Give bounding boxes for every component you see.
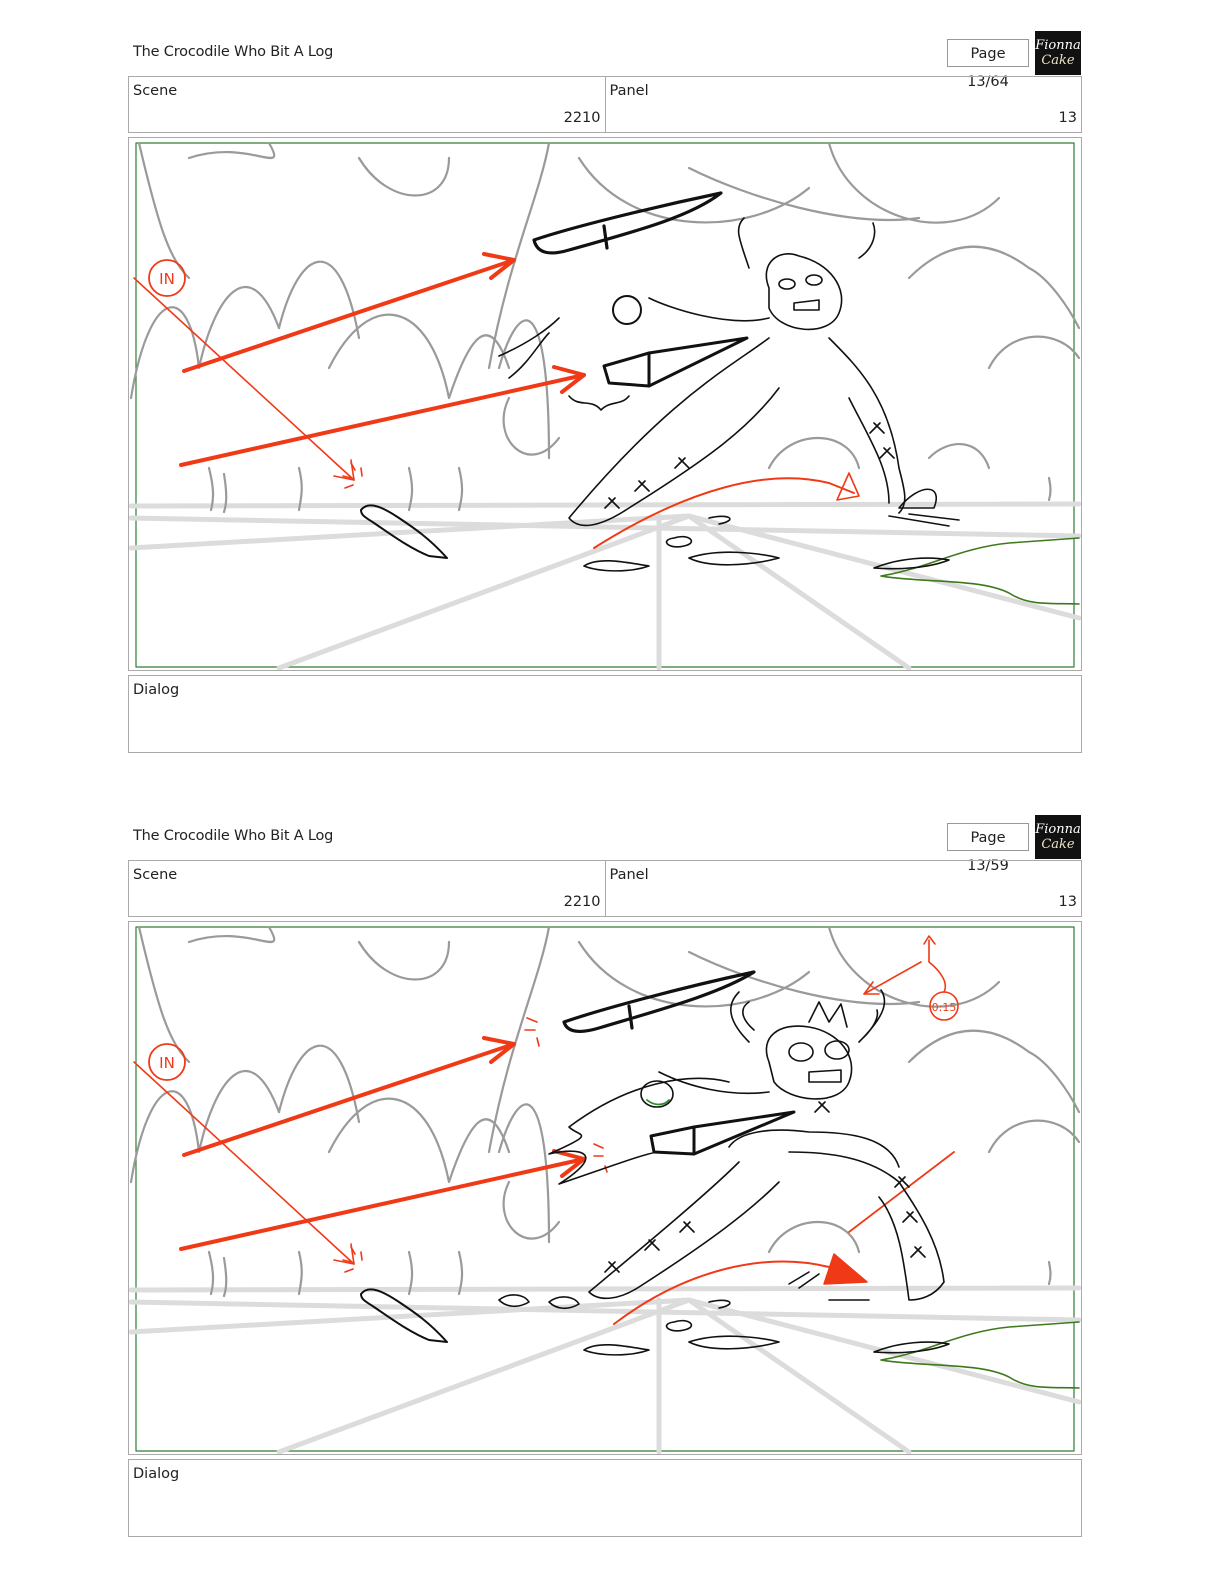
episode-title: The Crocodile Who Bit A Log <box>133 44 334 60</box>
timing-arrow <box>929 940 945 992</box>
dialog-label: Dialog <box>133 682 180 698</box>
flying-disc <box>613 296 641 324</box>
impact-ticks <box>343 463 362 488</box>
timing-mark-label: 0:15 <box>931 1001 957 1014</box>
panel-label: Panel <box>609 83 649 99</box>
panel-number: 13 <box>1058 894 1077 910</box>
logo-line-2: Cake <box>1041 53 1075 68</box>
page-number-box: Page 13/64 <box>947 39 1029 67</box>
storyboard-panel-drawing <box>128 921 1082 1455</box>
dialog-box <box>128 1459 1082 1537</box>
ground-splashes <box>584 514 959 571</box>
panel-cell <box>605 77 1082 132</box>
ground-lines <box>131 1288 1079 1452</box>
flying-sword <box>564 972 754 1031</box>
panel-number: 13 <box>1058 110 1077 126</box>
ground-lines <box>131 504 1079 668</box>
scene-cell <box>129 77 605 132</box>
in-mark-label: IN <box>159 270 175 288</box>
scene-number: 2210 <box>563 894 601 910</box>
action-arrows <box>181 254 584 465</box>
storyboard-sheet-2 <box>0 784 1224 1568</box>
logo-line-1: Fionna <box>1035 822 1081 837</box>
flying-knife <box>651 1112 794 1154</box>
kick-arrowhead <box>824 1254 867 1284</box>
scene-panel-header <box>128 76 1082 133</box>
flying-knife <box>604 338 747 386</box>
episode-title: The Crocodile Who Bit A Log <box>133 828 334 844</box>
scene-cell <box>129 861 605 916</box>
head-direction-arrow <box>864 962 921 994</box>
sketch-drawing <box>129 922 1081 1454</box>
action-arrows <box>181 1038 584 1249</box>
background-hills <box>131 143 1079 512</box>
scene-label: Scene <box>133 83 178 99</box>
panel-label: Panel <box>609 867 649 883</box>
leg-direction-arrow <box>849 1152 954 1232</box>
logo-line-1: Fionna <box>1035 38 1081 53</box>
sketch-drawing <box>129 138 1081 670</box>
disc-marking <box>647 1100 669 1105</box>
flying-disc <box>641 1081 673 1107</box>
scene-label: Scene <box>133 867 178 883</box>
in-mark-label: IN <box>159 1054 175 1072</box>
character-sketch <box>549 990 944 1300</box>
show-logo <box>1035 815 1081 859</box>
scene-number: 2210 <box>563 110 601 126</box>
storyboard-panel-drawing <box>128 137 1082 671</box>
dialog-box <box>128 675 1082 753</box>
page-number-box: Page 13/59 <box>947 823 1029 851</box>
dialog-label: Dialog <box>133 1466 180 1482</box>
scene-panel-header <box>128 860 1082 917</box>
show-logo <box>1035 31 1081 75</box>
background-hills <box>131 927 1079 1296</box>
storyboard-sheet-1 <box>0 0 1224 784</box>
panel-cell <box>605 861 1082 916</box>
logo-line-2: Cake <box>1041 837 1075 852</box>
